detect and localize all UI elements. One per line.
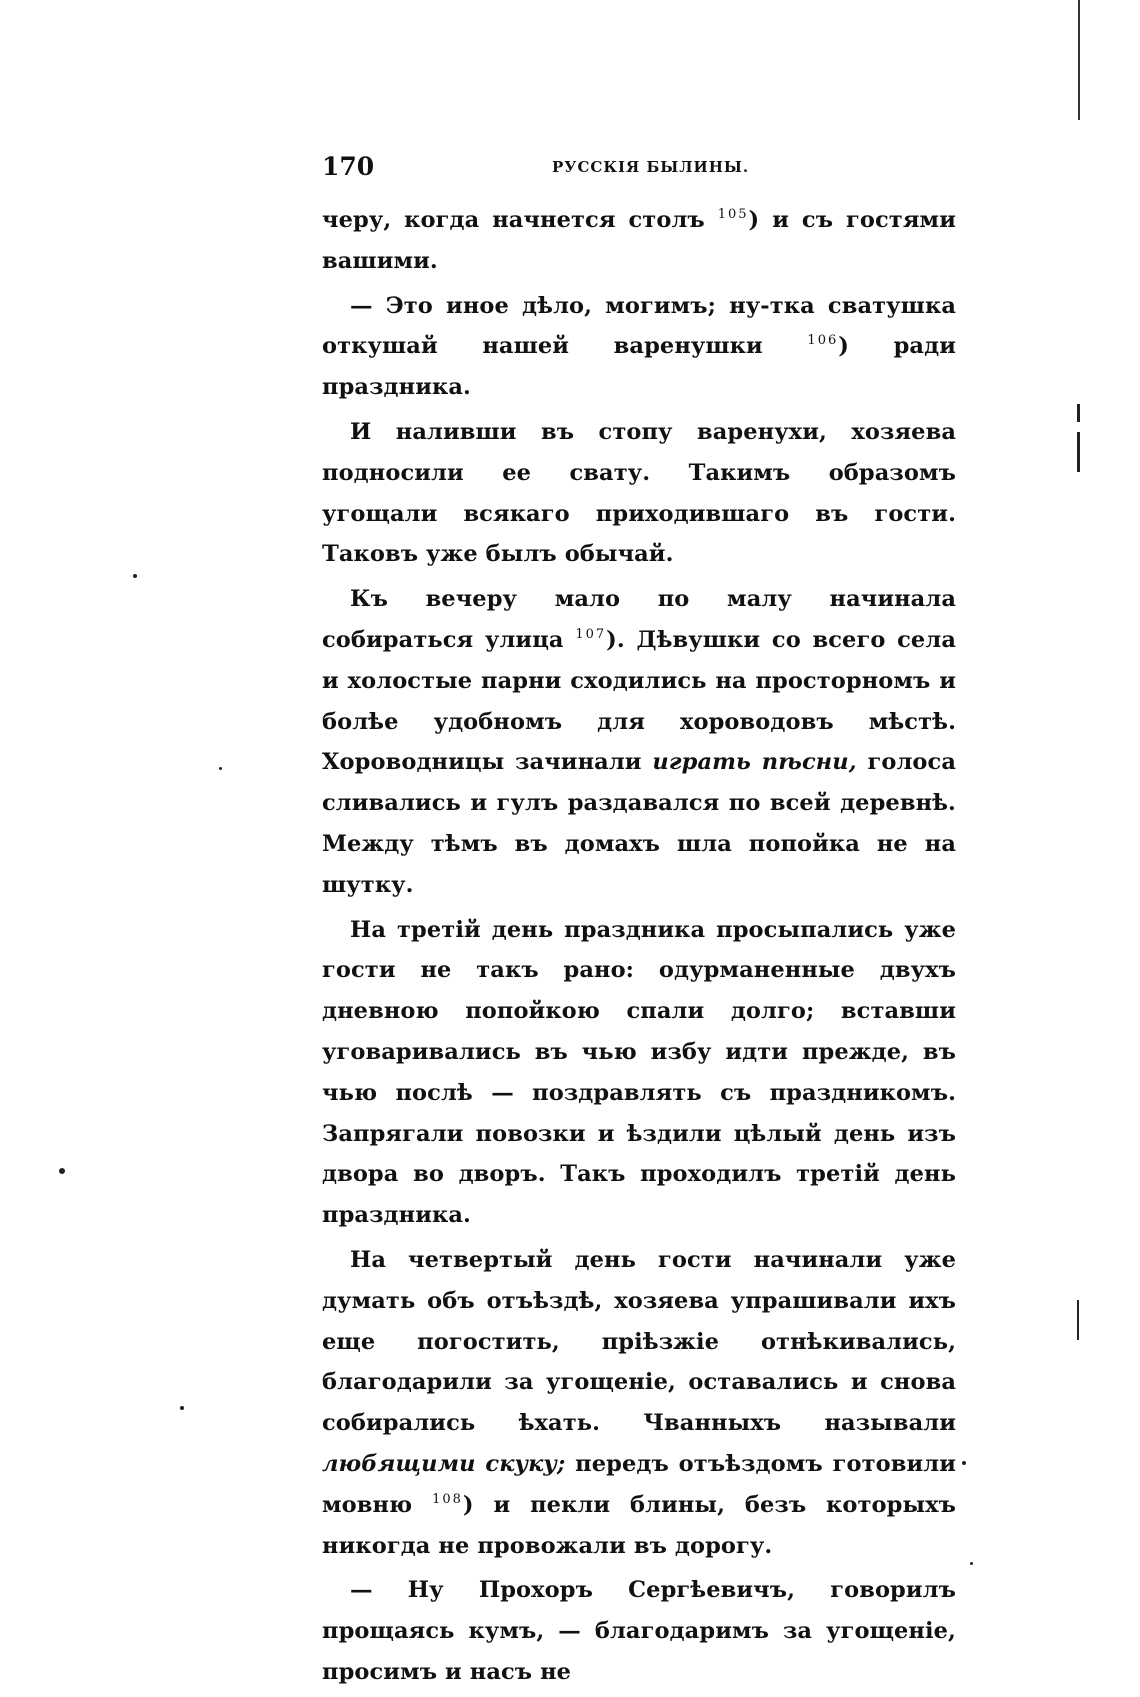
italic-text: играть пѣсни, bbox=[652, 749, 857, 776]
footnote-ref: 107 bbox=[575, 626, 607, 642]
footnote-ref: 106 bbox=[807, 333, 839, 349]
scan-speck bbox=[59, 1168, 65, 1174]
paragraph bbox=[322, 910, 956, 1236]
scan-speck bbox=[962, 1461, 966, 1465]
paragraph bbox=[322, 1570, 956, 1692]
text-segment: — Это иное дѣло, могимъ; ну-тка сватушка откушай нашей варенушки bbox=[322, 292, 956, 360]
scan-speck bbox=[133, 574, 137, 578]
text-segment: передъ отъѣздомъ готовили мовню bbox=[322, 1450, 956, 1518]
footnote-ref: 105 bbox=[717, 207, 749, 222]
italic-text: любящими скуку; bbox=[322, 1450, 566, 1477]
paragraph bbox=[322, 412, 956, 575]
footnote-ref: 108 bbox=[432, 1491, 463, 1507]
page-number: 170 bbox=[322, 152, 375, 181]
scan-speck bbox=[219, 767, 222, 770]
text-segment: — Ну Прохоръ Сергѣевичъ, говорилъ прощаясь кумъ, — благодаримъ за угощеніе, просимъ и насъ не bbox=[322, 1577, 956, 1685]
text-segment: Къ вечеру мало по малу начинала собираться улица bbox=[322, 586, 956, 653]
page-edge-mark bbox=[1077, 404, 1080, 422]
scan-speck bbox=[970, 1562, 973, 1565]
text-segment: ) ради праздника. bbox=[322, 333, 956, 401]
scan-speck bbox=[180, 1406, 184, 1410]
text-segment: И наливши въ стопу варенухи, хозяева подносили ее свату. Такимъ образомъ угощали всякаго приходившаго въ гости. Таковъ уже былъ обычай. bbox=[322, 418, 956, 568]
text-segment: ) и пекли блины, безъ которыхъ никогда не провожали въ дорогу. bbox=[322, 1491, 956, 1559]
text-segment: На третій день праздника просыпались уже гости не такъ рано: одурманенные двухъ дневною попойкою спали долго; вставши уговаривались въ чью избу идти прежде, въ чью послѣ — поздравлять съ праздникомъ. Запрягали повозки и ѣздили цѣлый день изъ двора во дворъ. Такъ проходилъ третій день праздника. bbox=[322, 916, 956, 1229]
text-segment: ). Дѣвушки со всего села и холостые парни сходились на просторномъ и болѣе удобномъ для хороводовъ мѣстѣ. Хороводницы зачинали bbox=[322, 626, 956, 776]
text-segment: На четвертый день гости начинали уже думать объ отъѣздѣ, хозяева упрашивали ихъ еще погостить, пріѣзжіе отнѣкивались, благодарили за угощеніе, оставались и снова собирались ѣхать. Чванныхъ называли bbox=[322, 1246, 956, 1437]
paragraph bbox=[322, 286, 956, 408]
body-text bbox=[322, 200, 956, 1697]
page-edge-line bbox=[1078, 0, 1080, 120]
page-edge-mark bbox=[1077, 432, 1080, 472]
paragraph bbox=[322, 1240, 956, 1566]
text-segment: ) и съ гостями вашими. bbox=[322, 207, 956, 274]
paragraph bbox=[322, 200, 956, 282]
page-edge-mark bbox=[1077, 1300, 1079, 1340]
page-header bbox=[322, 152, 956, 188]
running-title: РУССКІЯ БЫЛИНЫ. bbox=[552, 158, 750, 176]
paragraph bbox=[322, 579, 956, 905]
text-segment: черу, когда начнется столъ bbox=[322, 207, 718, 233]
text-segment: голоса сливались и гулъ раздавался по всей деревнѣ. Между тѣмъ въ домахъ шла попойка не на шутку. bbox=[322, 749, 957, 898]
